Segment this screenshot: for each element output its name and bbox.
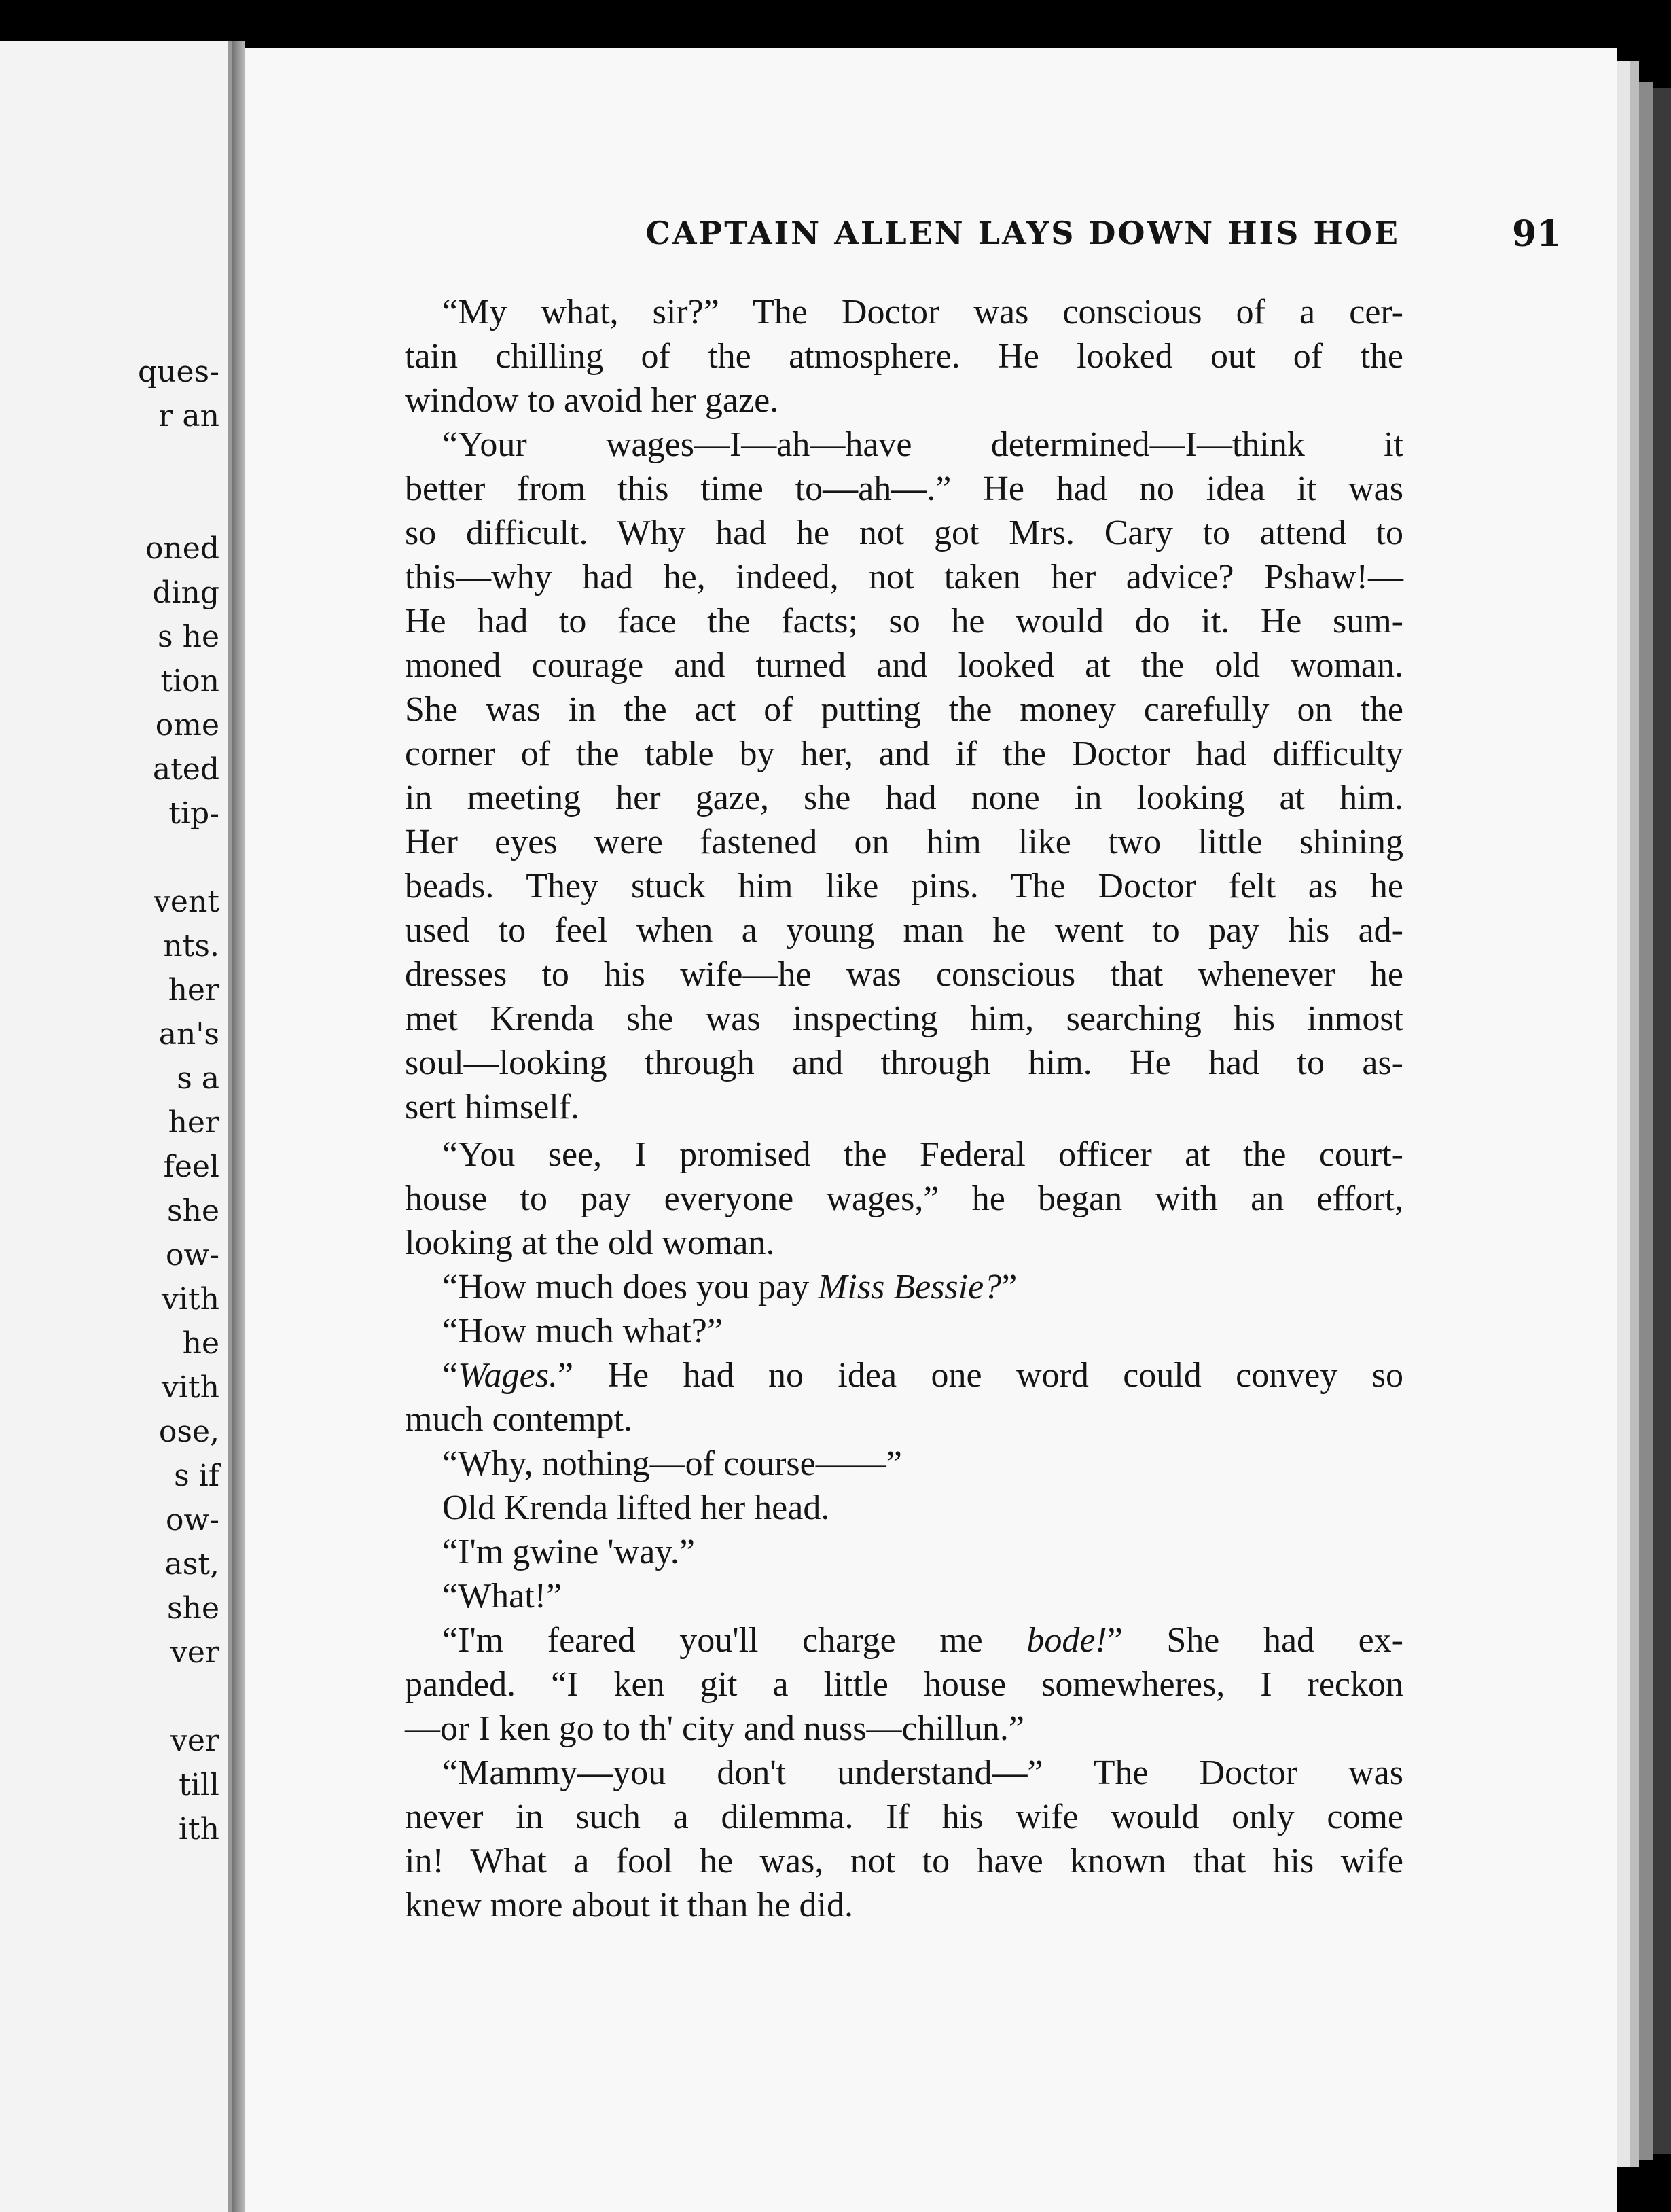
text-line: Old Krenda lifted her head. bbox=[442, 1488, 830, 1527]
text-line: in! What a fool he was, not to have known that his wife bbox=[405, 1842, 1403, 1880]
left-page-fragment: vith bbox=[162, 1370, 219, 1405]
left-page-fragment: till bbox=[179, 1768, 219, 1802]
right-page bbox=[245, 48, 1617, 2212]
text-line: “How much what?” bbox=[442, 1312, 723, 1351]
text-line bbox=[442, 1620, 1403, 1661]
left-page-fragment: oned bbox=[145, 531, 219, 566]
left-page-fragment: tip- bbox=[168, 796, 219, 831]
left-page-fragment: ome bbox=[155, 708, 219, 743]
text-line: tain chilling of the atmosphere. He looked out of the bbox=[405, 337, 1403, 376]
text-line: “You see, I promised the Federal officer at the court- bbox=[442, 1135, 1403, 1174]
text-line: better from this time to—ah—.” He had no idea it was bbox=[405, 469, 1403, 508]
left-page-fragment: ow- bbox=[165, 1238, 219, 1272]
text-line: in meeting her gaze, she had none in looking at him. bbox=[405, 779, 1403, 817]
text-line: moned courage and turned and looked at the old woman. bbox=[405, 646, 1403, 685]
text-line: sert himself. bbox=[405, 1088, 580, 1126]
text-run: ” She had ex- bbox=[1107, 1621, 1403, 1660]
text-line: corner of the table by her, and if the Doctor had difficulty bbox=[405, 734, 1403, 773]
left-page-fragment: s he bbox=[158, 620, 219, 654]
italic-text: bode! bbox=[1026, 1621, 1107, 1660]
italic-text: Miss Bessie? bbox=[818, 1268, 1002, 1306]
text-line: this—why had he, indeed, not taken her advice? Pshaw!— bbox=[405, 558, 1403, 596]
page-number: 91 bbox=[1512, 213, 1562, 255]
text-line: window to avoid her gaze. bbox=[405, 381, 779, 420]
text-run: “How much does you pay bbox=[442, 1268, 819, 1306]
text-line: He had to face the facts; so he would do it. He sum- bbox=[405, 602, 1403, 641]
text-line bbox=[442, 1267, 1403, 1308]
text-line: soul—looking through and through him. He had to as- bbox=[405, 1043, 1403, 1082]
text-line: beads. They stuck him like pins. The Doctor felt as he bbox=[405, 867, 1403, 906]
left-page-fragment: s if bbox=[174, 1459, 219, 1493]
text-line: “My what, sir?” The Doctor was conscious of a cer- bbox=[442, 293, 1403, 332]
left-page-fragment: she bbox=[167, 1591, 219, 1626]
left-page-fragment: her bbox=[168, 1105, 219, 1140]
left-page-fragment: an's bbox=[158, 1017, 219, 1052]
text-line: met Krenda she was inspecting him, searching his inmost bbox=[405, 999, 1403, 1038]
text-line: never in such a dilemma. If his wife would only come bbox=[405, 1798, 1403, 1836]
text-line: “Why, nothing—of course——” bbox=[442, 1444, 902, 1483]
text-line: “I'm gwine 'way.” bbox=[442, 1533, 695, 1571]
italic-text: Wages. bbox=[458, 1356, 558, 1395]
left-page-fragment: vent bbox=[154, 885, 219, 919]
text-line bbox=[442, 1355, 1403, 1396]
text-line: —or I ken go to th' city and nuss—chillun.” bbox=[405, 1709, 1025, 1748]
text-line: dresses to his wife—he was conscious that whenever he bbox=[405, 955, 1403, 994]
text-run: ” He had no idea one word could convey so bbox=[557, 1356, 1403, 1395]
text-line: “What!” bbox=[442, 1577, 562, 1616]
left-page-fragment: ver bbox=[170, 1724, 219, 1758]
left-page-fragment: she bbox=[167, 1194, 219, 1228]
left-page-fragment: nts. bbox=[163, 929, 219, 963]
text-line: Her eyes were fastened on him like two little shining bbox=[405, 823, 1403, 861]
left-page bbox=[0, 41, 232, 2212]
text-line: looking at the old woman. bbox=[405, 1224, 775, 1262]
left-page-fragment: ith bbox=[178, 1812, 219, 1847]
left-page-fragment: tion bbox=[160, 664, 219, 698]
left-page-fragment: ding bbox=[152, 575, 219, 610]
left-page-fragment: ques- bbox=[138, 355, 219, 389]
left-page-fragment: ver bbox=[170, 1635, 219, 1670]
text-run: “ bbox=[442, 1356, 459, 1395]
text-line: “Mammy—you don't understand—” The Doctor was bbox=[442, 1753, 1403, 1792]
left-page-fragment: he bbox=[182, 1326, 219, 1361]
text-line: so difficult. Why had he not got Mrs. Cary to attend to bbox=[405, 514, 1403, 552]
page-edge bbox=[1630, 61, 1639, 2167]
text-run: “I'm feared you'll charge me bbox=[442, 1621, 1027, 1660]
page-edge bbox=[1617, 61, 1630, 2167]
left-page-fragment: her bbox=[168, 973, 219, 1007]
page-edge bbox=[1653, 88, 1671, 2154]
page-edge bbox=[1639, 82, 1653, 2160]
text-line: panded. “I ken git a little house somewheres, I reckon bbox=[405, 1665, 1403, 1704]
left-page-fragment: vith bbox=[162, 1282, 219, 1317]
text-line: knew more about it than he did. bbox=[405, 1886, 853, 1925]
left-page-fragment: s a bbox=[177, 1061, 219, 1096]
text-line: much contempt. bbox=[405, 1400, 633, 1439]
text-line: used to feel when a young man he went to pay his ad- bbox=[405, 911, 1403, 950]
left-page-fragment: ated bbox=[152, 752, 219, 787]
left-page-fragment: r an bbox=[158, 399, 219, 433]
text-line: “Your wages—I—ah—have determined—I—think it bbox=[442, 425, 1403, 464]
left-page-fragment: ose, bbox=[158, 1414, 219, 1449]
text-line: She was in the act of putting the money carefully on the bbox=[405, 690, 1403, 729]
book-gutter bbox=[232, 41, 245, 2212]
left-page-fragment: ow- bbox=[165, 1503, 219, 1537]
left-page-fragment: ast, bbox=[164, 1547, 219, 1582]
text-line: house to pay everyone wages,” he began with an effort, bbox=[405, 1179, 1403, 1218]
text-run: ” bbox=[1001, 1268, 1018, 1306]
running-head: CAPTAIN ALLEN LAYS DOWN HIS HOE bbox=[645, 215, 1400, 251]
left-page-fragment: feel bbox=[163, 1149, 219, 1184]
